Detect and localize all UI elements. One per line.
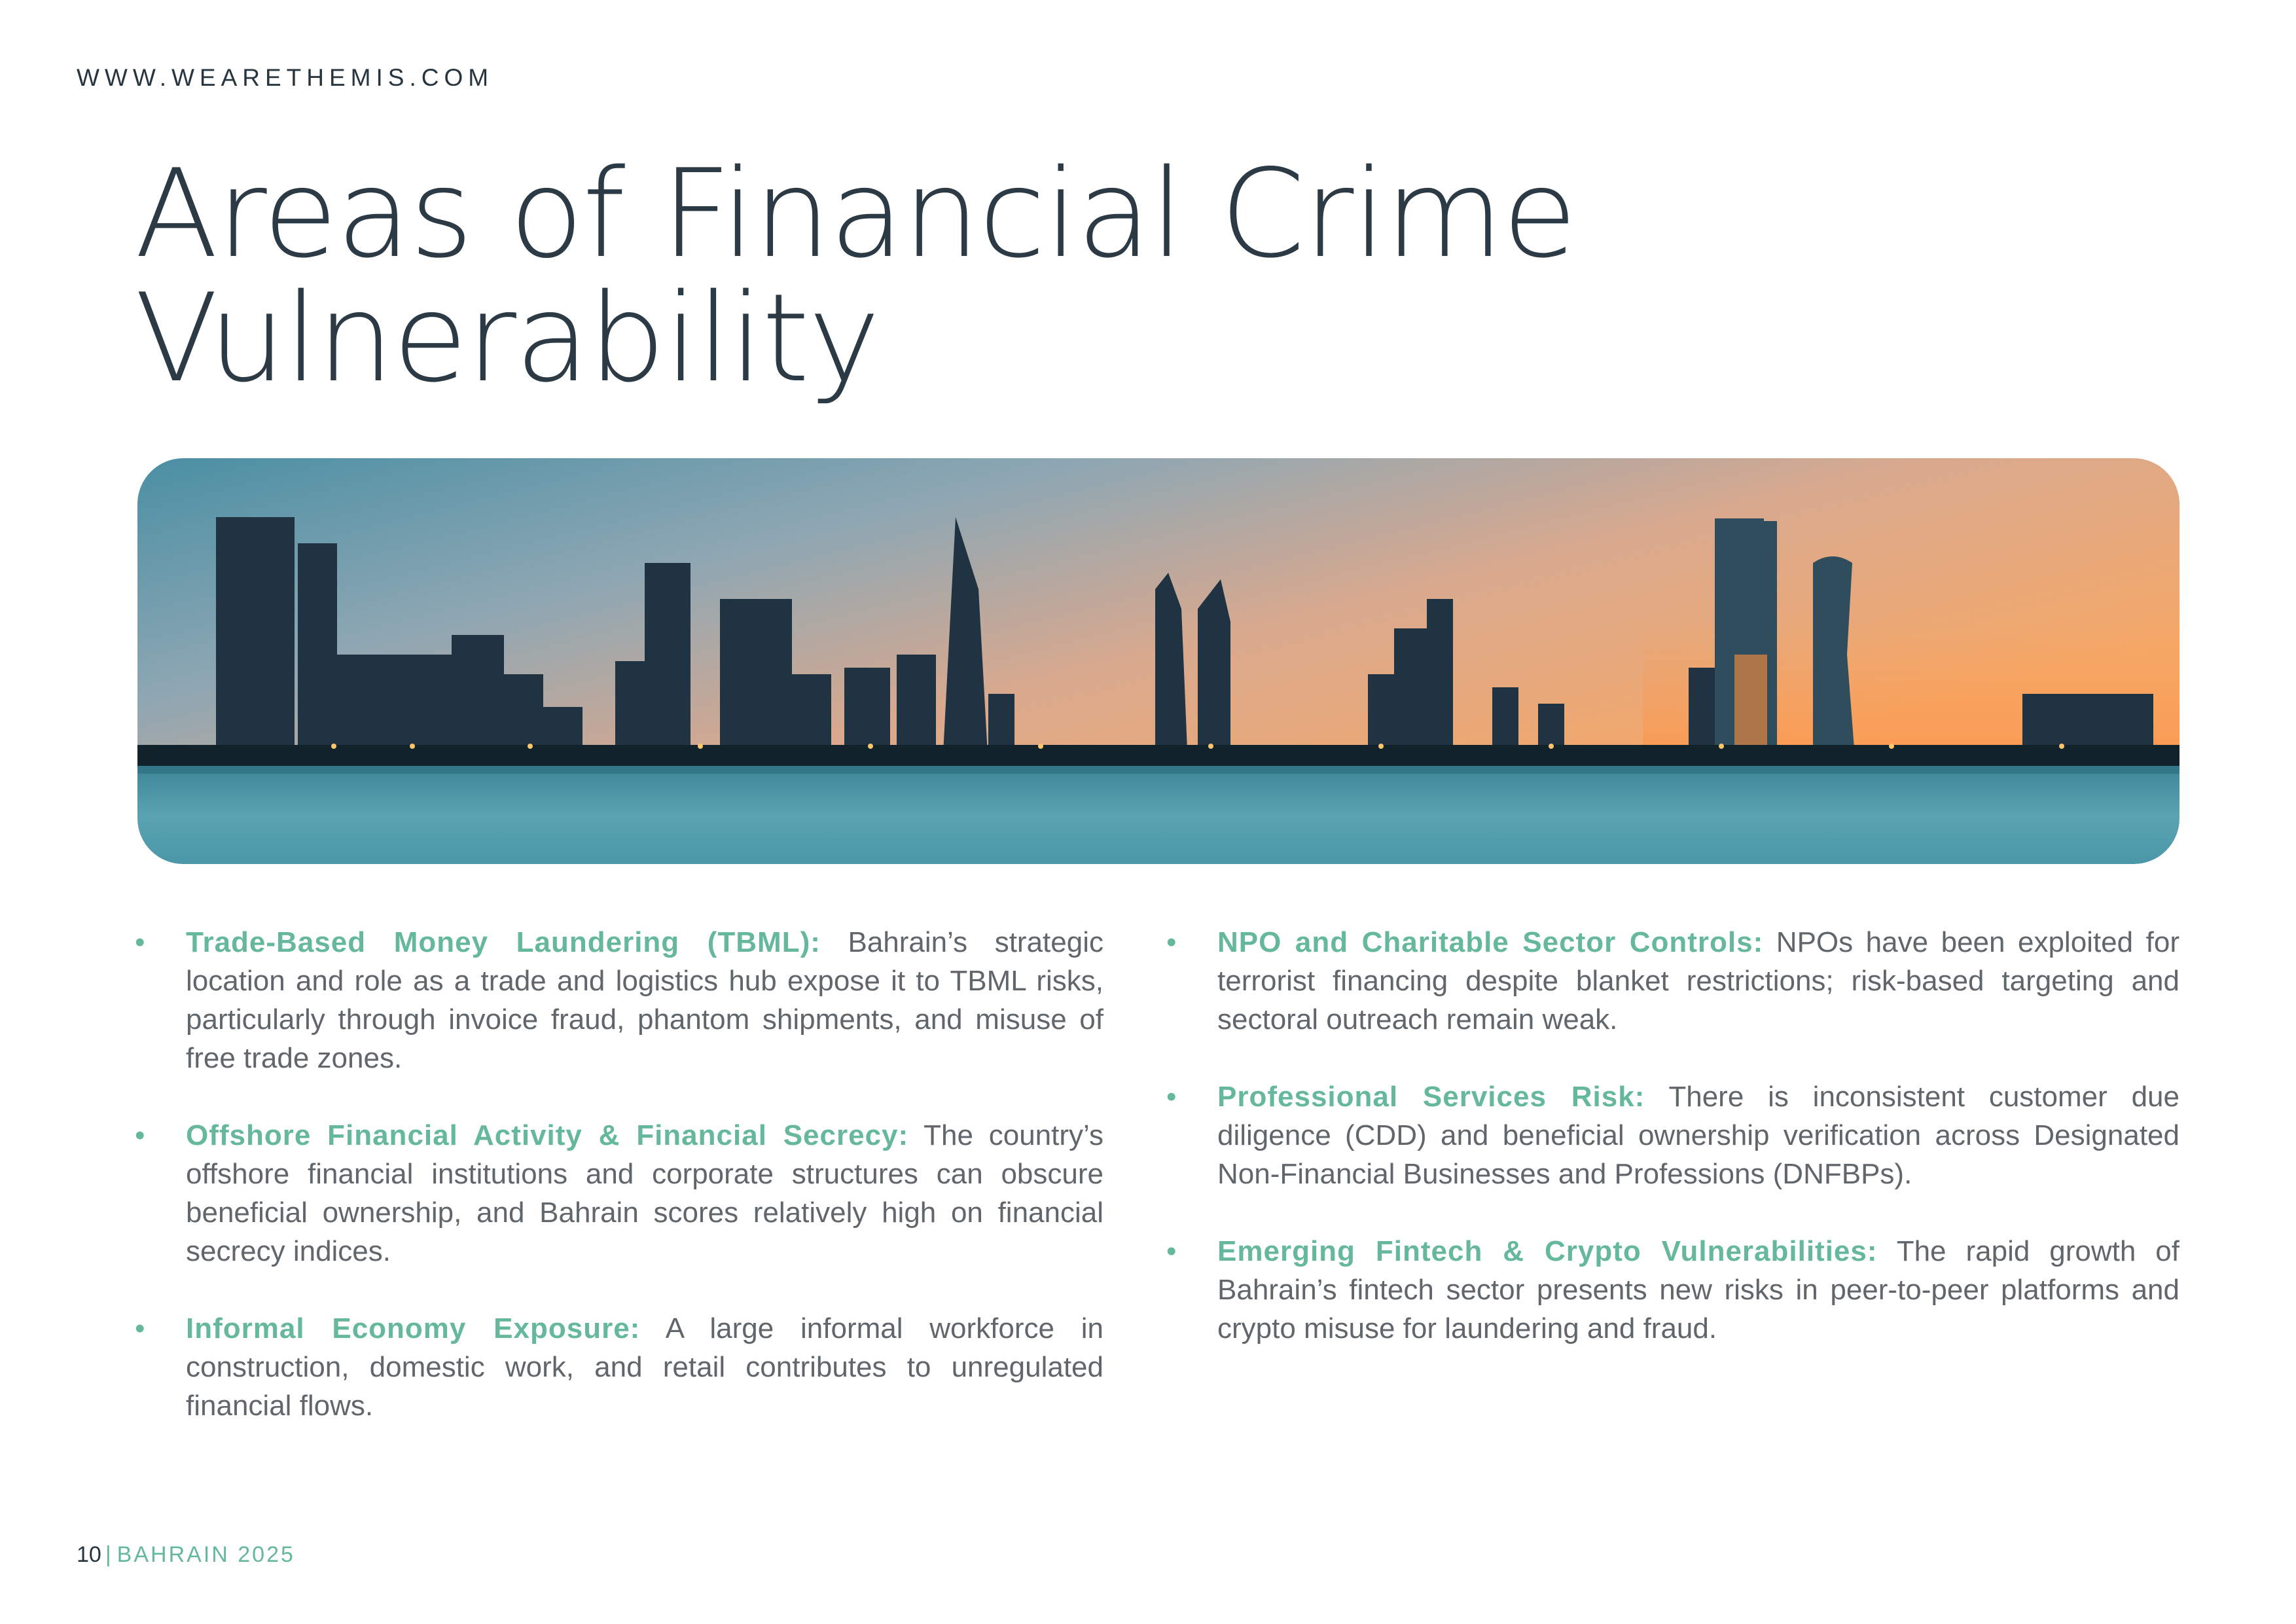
bullet-icon: • [135, 926, 145, 958]
list-item-heading: Offshore Financial Activity & Financial Secrecy: [186, 1119, 909, 1151]
left-column [135, 923, 1103, 1464]
right-column [1166, 923, 2179, 1386]
list-item-tbml [135, 923, 1103, 1077]
list-item-informal-economy [135, 1309, 1103, 1425]
list-item-heading: Trade-Based Money Laundering (TBML): [186, 926, 821, 958]
skyline-illustration [137, 458, 2179, 864]
page-footer [77, 1542, 295, 1568]
list-item-text: The rapid growth of Bahrain’s fintech sector presents new risks in peer-to-peer platforms and crypto misuse for laundering and fraud. [1217, 1235, 2179, 1344]
list-item-heading: Professional Services Risk: [1217, 1081, 1645, 1113]
bullet-icon: • [1166, 1081, 1177, 1113]
page-number: 10 [77, 1542, 101, 1567]
list-item-heading: Emerging Fintech & Crypto Vulnerabilities: [1217, 1235, 1878, 1267]
footer-label: BAHRAIN 2025 [117, 1542, 295, 1567]
list-item-text: There is inconsistent customer due diligence (CDD) and beneficial ownership verification across Designated Non-Financial Businesses and Professions (DNFBPs). [1217, 1081, 2179, 1190]
list-item-professional-services [1166, 1077, 2179, 1193]
list-item-fintech-crypto [1166, 1232, 2179, 1348]
bullet-icon: • [135, 1119, 145, 1151]
list-item-heading: Informal Economy Exposure: [186, 1312, 641, 1344]
list-item-text: The country’s offshore financial institutions and corporate structures can obscure beneficial ownership, and Bahrain scores relatively high on financial secrecy indices. [186, 1119, 1103, 1267]
bullet-icon: • [1166, 1235, 1177, 1267]
list-item-npo [1166, 923, 2179, 1039]
list-item-text: NPOs have been exploited for terrorist financing despite blanket restrictions; risk-based targeting and sectoral outreach remain weak. [1217, 926, 2179, 1036]
bullet-icon: • [1166, 926, 1177, 958]
page-title-line-2: Vulnerability [135, 267, 880, 409]
city-skyline-photo [137, 458, 2179, 864]
list-item-text: A large informal workforce in construction, domestic work, and retail contributes to unregulated financial flows. [186, 1312, 1103, 1422]
bullet-icon: • [135, 1312, 145, 1344]
list-item-offshore [135, 1116, 1103, 1271]
page-title [135, 143, 1576, 409]
list-item-heading: NPO and Charitable Sector Controls: [1217, 926, 1764, 958]
list-item-text: Bahrain’s strategic location and role as a trade and logistics hub expose it to TBML risks, particularly through invoice fraud, phantom shipments, and misuse of free trade zones. [186, 926, 1103, 1074]
site-url: WWW.WEARETHEMIS.COM [77, 64, 494, 91]
footer-separator: | [105, 1542, 113, 1567]
page-title-line-1: Areas of Financial Crime [135, 143, 1576, 285]
